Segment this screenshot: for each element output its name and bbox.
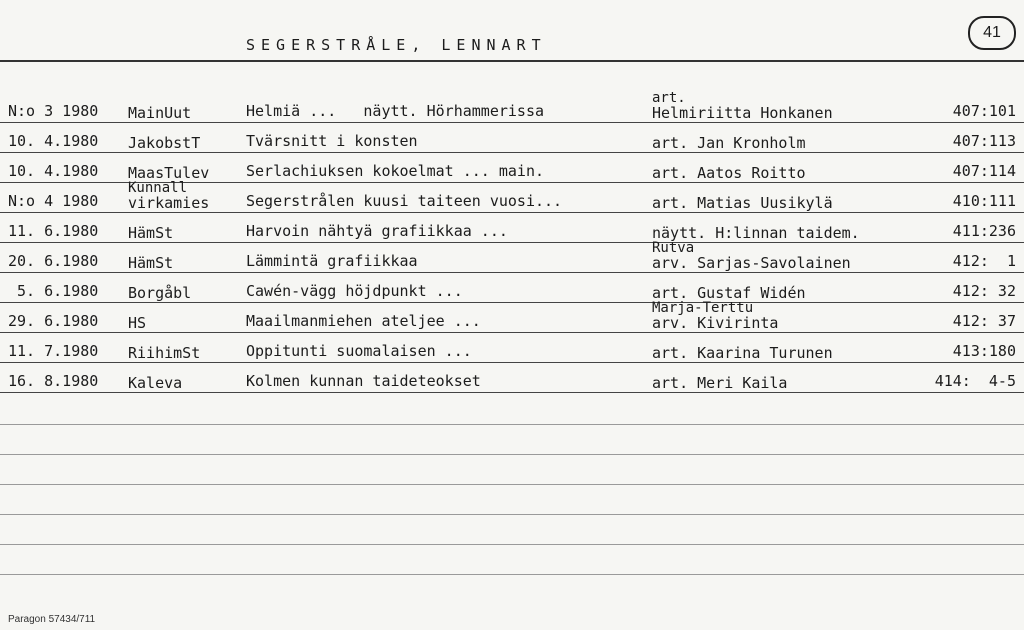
entry-ref: 407:113 [952,132,1016,150]
entry-date: 16. 8.1980 [8,372,99,390]
entry-author [652,240,851,272]
entry-title: Kolmen kunnan taideteokset [246,372,481,390]
entry-row [0,240,1024,273]
entry-row [0,333,1024,363]
entry-date: 11. 6.1980 [8,222,99,240]
entry-source [128,373,183,392]
entry-author-text: art. Aatos Roitto [652,164,806,182]
empty-rule [0,424,1024,425]
entry-author-text: art. Meri Kaila [652,374,788,392]
entry-ref: 412: 32 [952,282,1016,300]
entry-ref: 407:101 [952,102,1016,120]
entry-source-text: HämSt [128,224,174,242]
entry-ref: 407:114 [952,162,1016,180]
entry-date: 20. 6.1980 [8,252,99,270]
entry-source-text: HämSt [128,254,174,272]
entry-author [652,193,833,212]
entry-author [652,283,806,302]
entry-ref: 412: 1 [952,252,1016,270]
entry-title: Maailmanmiehen ateljee ... [246,312,481,330]
entry-author [652,343,833,362]
entry-author-text: arv. Kivirinta [652,314,779,332]
entry-author-line1: Rutva [652,240,695,256]
entry-author [652,373,788,392]
entry-author-text: art. Matias Uusikylä [652,194,833,212]
entry-row [0,90,1024,123]
entry-author-text: näytt. H:linnan taidem. [652,224,860,242]
entry-author-text: art. Kaarina Turunen [652,344,833,362]
entry-date: 10. 4.1980 [8,132,99,150]
entry-source [128,343,201,362]
entry-title: Harvoin nähtyä grafiikkaa ... [246,222,508,240]
entry-source-text: MainUut [128,104,192,122]
entry-author [652,133,806,152]
entry-date: N:o 3 1980 [8,102,99,120]
entry-source [128,163,210,182]
entry-source [128,313,147,332]
entry-title: Serlachiuksen kokoelmat ... main. [246,162,545,180]
entry-row [0,363,1024,393]
card-footer: Paragon 57434/711 [8,614,96,625]
entry-row [0,180,1024,213]
entry-ref: 410:111 [952,192,1016,210]
header-rule [0,60,1024,62]
entry-title: Oppitunti suomalaisen ... [246,342,472,360]
card-title: SEGERSTRÅLE, LENNART [246,36,547,54]
entry-source-text: RiihimSt [128,344,201,362]
entry-ref: 411:236 [952,222,1016,240]
entry-row [0,153,1024,183]
empty-rule [0,544,1024,545]
entry-author [652,300,779,332]
empty-rule [0,484,1024,485]
entry-row [0,123,1024,153]
entry-ref: 414: 4-5 [934,372,1016,390]
row-rule [0,392,1024,393]
entry-source-text: Kaleva [128,374,183,392]
entry-source-text: virkamies [128,194,210,212]
entry-title: Segerstrålen kuusi taiteen vuosi... [246,192,563,210]
entry-author [652,163,806,182]
entry-author-text: art. Jan Kronholm [652,134,806,152]
entry-source-text: Borgåbl [128,284,192,302]
card-number: 41 [968,16,1016,50]
entry-source-line1: Kunnall [128,180,188,196]
entry-author-text: Helmiriitta Honkanen [652,104,833,122]
entry-date: 29. 6.1980 [8,312,99,330]
entry-row [0,300,1024,333]
entry-author-line1: art. [652,90,686,106]
entry-title: Tvärsnitt i konsten [246,132,418,150]
empty-rule [0,514,1024,515]
entry-source [128,180,210,212]
entry-date: 10. 4.1980 [8,162,99,180]
empty-rule [0,454,1024,455]
entry-source [128,253,174,272]
entry-title: Lämmintä grafiikkaa [246,252,418,270]
entry-row [0,213,1024,243]
entry-ref: 413:180 [952,342,1016,360]
entry-title: Helmiä ... näytt. Hörhammerissa [246,102,545,120]
entry-row [0,273,1024,303]
entry-source [128,103,192,122]
entry-author [652,223,860,242]
entry-source [128,223,174,242]
entry-author-line1: Marja-Terttu [652,300,754,316]
entry-source [128,283,192,302]
entry-date: N:o 4 1980 [8,192,99,210]
entry-ref: 412: 37 [952,312,1016,330]
empty-rule [0,574,1024,575]
entry-source-text: MaasTulev [128,164,210,182]
entry-source-text: JakobstT [128,134,201,152]
entry-date: 11. 7.1980 [8,342,99,360]
entry-title: Cawén-vägg höjdpunkt ... [246,282,463,300]
entry-author [652,90,833,122]
entry-date: 5. 6.1980 [8,282,99,300]
entry-source [128,133,201,152]
entry-source-text: HS [128,314,147,332]
entry-author-text: arv. Sarjas-Savolainen [652,254,851,272]
entry-author-text: art. Gustaf Widén [652,284,806,302]
